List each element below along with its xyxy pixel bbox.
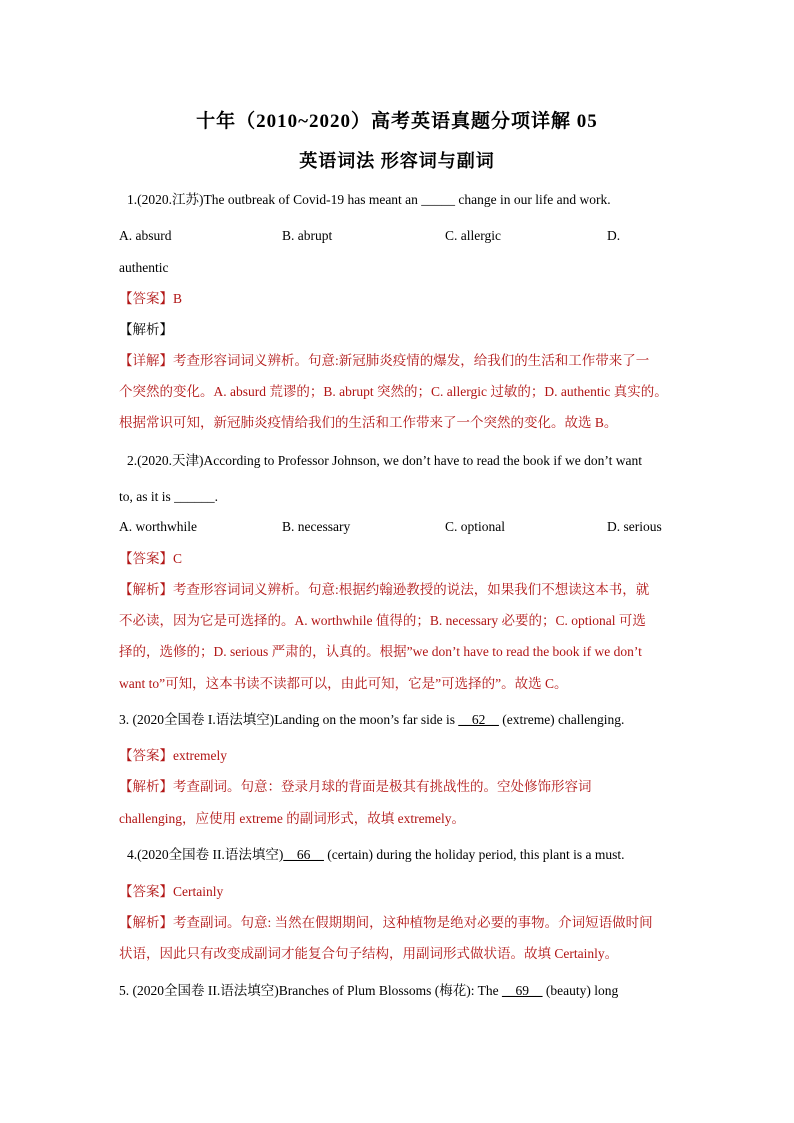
answer-value: B (173, 291, 183, 306)
q4-analysis-line-1: 【解析】考查副词。句意: 当然在假期期间，这种植物是绝对必要的事物。介词短语做时间 (119, 915, 653, 930)
q3-blank: __62__ (458, 712, 499, 727)
detail-label: 【详解】 (119, 353, 173, 368)
q4-blank: __66__ (283, 847, 324, 862)
q3-analysis-line-1: 【解析】考查副词。句意：登录月球的背面是极其有挑战性的。空处修饰形容词 (119, 779, 592, 794)
q1-detail-line-2: 个突然的变化。A. absurd 荒谬的；B. abrupt 突然的；C. allergic 过敏的；D. authentic 真实的。 (119, 384, 668, 399)
q1-answer (119, 290, 694, 308)
q3-stem: 3. (2020全国卷 I.语法填空)Landing on the moon’s far side is __62__ (extreme) challenging. (119, 712, 625, 727)
q2-answer (119, 550, 694, 568)
q2-option-a: A. worthwhile (119, 519, 197, 534)
q5-blank: __69__ (501, 983, 543, 998)
page-title: 十年（2010~2020）高考英语真题分项详解 05 (196, 111, 598, 132)
answer-label: 【答案】 (119, 551, 173, 566)
q4-analysis-line-2: 状语，因此只有改变成副词才能复合句子结构，用副词形式做状语。故填 Certainly。 (119, 946, 619, 961)
q1-option-d-text: authentic (119, 260, 169, 275)
q1-detail-line-1: 【详解】考查形容词词义辨析。句意:新冠肺炎疫情的爆发，给我们的生活和工作带来了一 (119, 353, 650, 368)
answer-value: C (173, 551, 183, 566)
analysis-label: 【解析】 (119, 322, 173, 337)
q5-stem: 5. (2020全国卷 II.语法填空)Branches of Plum Blossoms (梅花): The __69__ (beauty) long (119, 983, 619, 998)
q2-stem-line-2: to, as it is ______. (119, 489, 219, 504)
q1-stem: 1.(2020.江苏)The outbreak of Covid-19 has meant an _____ change in our life and work. (127, 192, 611, 207)
q2-option-c: C. optional (445, 519, 505, 534)
answer-value: Certainly (173, 884, 224, 899)
q1-option-b: B. abrupt (282, 228, 333, 243)
q1-option-d: D. (607, 228, 621, 243)
q2-option-d: D. serious (607, 519, 662, 534)
q4-stem: 4.(2020全国卷 II.语法填空)__66__ (certain) during the holiday period, this plant is a must. (127, 847, 625, 862)
q2-stem-line-1: 2.(2020.天津)According to Professor Johnson, we don’t have to read the book if we don’t want (127, 453, 643, 468)
q3-analysis-line-2: challenging，应使用 extreme 的副词形式，故填 extremely。 (119, 811, 466, 826)
answer-label: 【答案】 (119, 884, 173, 899)
q1-option-c: C. allergic (445, 228, 501, 243)
q1-analysis-label (119, 321, 694, 339)
answer-value: extremely (173, 748, 227, 763)
answer-label: 【答案】 (119, 748, 173, 763)
answer-label: 【答案】 (119, 291, 173, 306)
q4-answer (119, 883, 694, 901)
analysis-label: 【解析】 (119, 779, 173, 794)
q3-answer (119, 747, 694, 765)
q2-option-b: B. necessary (282, 519, 351, 534)
q2-analysis-line-4: want to”可知，这本书读不读都可以，由此可知，它是”可选择的”。故选 C。 (119, 676, 568, 691)
q2-analysis-line-1: 【解析】考查形容词词义辨析。句意:根据约翰逊教授的说法，如果我们不想读这本书，就 (119, 582, 650, 597)
analysis-label: 【解析】 (119, 915, 173, 930)
q1-option-a: A. absurd (119, 228, 172, 243)
q2-analysis-line-2: 不必读，因为它是可选择的。A. worthwhile 值得的；B. necessary 必要的；C. optional 可选 (119, 613, 646, 628)
page-subtitle: 英语词法 形容词与副词 (299, 151, 495, 171)
analysis-label: 【解析】 (119, 582, 173, 597)
q2-analysis-line-3: 择的，选修的；D. serious 严肃的，认真的。根据”we don’t have to read the book if we don’t (119, 644, 642, 659)
q1-detail-line-3: 根据常识可知，新冠肺炎疫情给我们的生活和工作带来了一个突然的变化。故选 B。 (119, 415, 618, 430)
